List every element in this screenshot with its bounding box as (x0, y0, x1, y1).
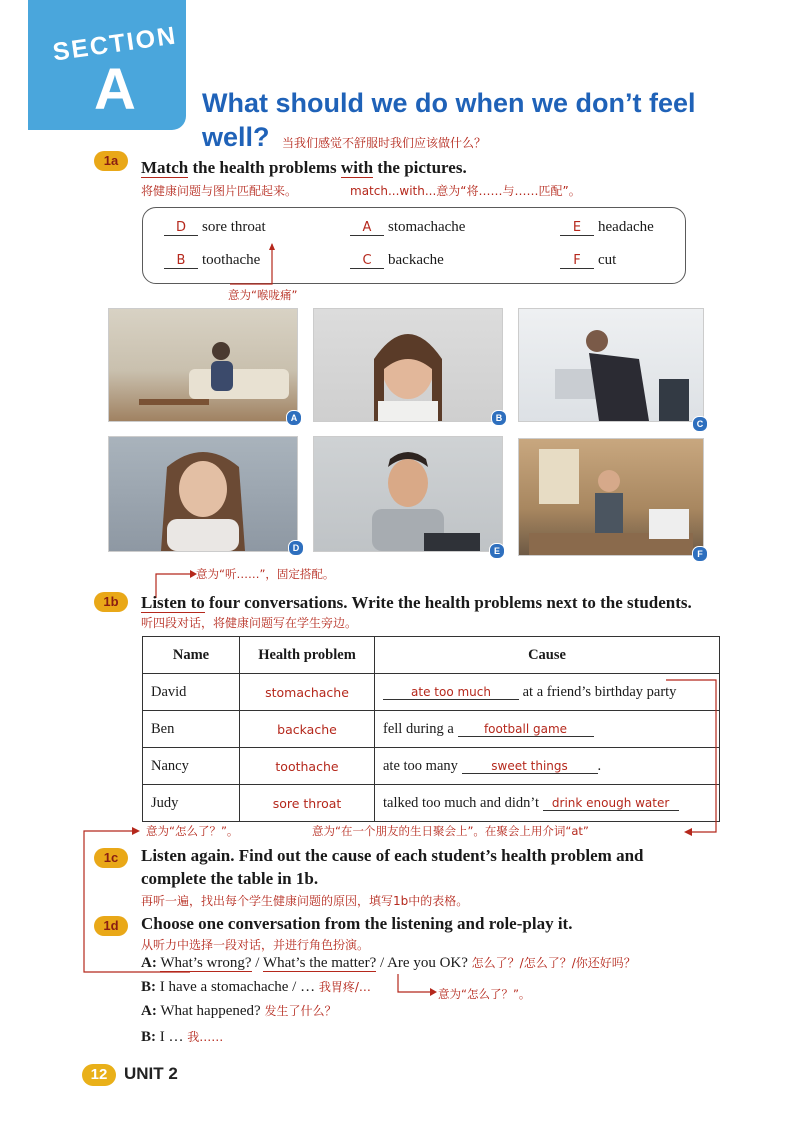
answer-blank[interactable]: D (164, 220, 198, 236)
cell-name: Ben (143, 711, 240, 748)
photo-a (108, 308, 298, 422)
dialogue-line-a1 (141, 954, 636, 972)
cause-blank[interactable]: drink enough water (543, 796, 679, 811)
note-birthday-party: 意为“在一个朋友的生日聚会上”。在聚会上用介词“at” (312, 824, 589, 838)
cause-blank[interactable]: ate too much (383, 685, 519, 700)
item-text: sore throat (202, 219, 266, 235)
photo-label-c: C (692, 416, 708, 432)
exercise-1c-translation: 再听一遍，找出每个学生健康问题的原因，填写1b中的表格。 (141, 894, 469, 908)
exercise-1d-number: 1d (94, 916, 128, 936)
photo-c-illustration (519, 309, 703, 421)
exercise-1b-translation: 听四段对话，将健康问题写在学生旁边。 (141, 616, 358, 630)
answer-blank[interactable]: A (350, 220, 384, 236)
header-name: Name (143, 637, 240, 674)
photo-e-illustration (314, 437, 502, 551)
photo-label-d: D (288, 540, 304, 556)
cause-post: . (597, 757, 602, 774)
photo-c (518, 308, 704, 422)
dialogue-text: I have a stomachache / … (159, 979, 316, 995)
note-whats-the-matter: 意为“怎么了？”。 (438, 987, 531, 1001)
exercise-1c-number: 1c (94, 848, 128, 868)
exercise-1a-instruction (141, 158, 467, 178)
exercise-1d-translation: 从听力中选择一段对话，并进行角色扮演。 (141, 938, 370, 952)
photo-d-illustration (109, 437, 297, 551)
cause-pre: fell during a (383, 720, 454, 737)
dialogue-text: What happened? (160, 1003, 261, 1019)
item-text: stomachache (388, 219, 466, 235)
keyword-match: Match (141, 158, 189, 177)
answer-blank[interactable]: E (560, 220, 594, 236)
match-item-backache (350, 252, 444, 269)
dialogue-text: I … (159, 1029, 184, 1045)
exercise-1d-instruction: Choose one conversation from the listening and role-play it. (141, 914, 573, 933)
dialogue-translation: 怎么了？/怎么了？/你还好吗？ (471, 956, 636, 970)
header-cause: Cause (375, 637, 720, 674)
page-number: 12 (82, 1064, 116, 1086)
section-letter: A (94, 57, 136, 122)
photo-f-illustration (519, 439, 703, 555)
match-item-headache (560, 219, 654, 236)
page-title-line2: well? (202, 122, 270, 152)
exercise-1a-number: 1a (94, 151, 128, 171)
speaker-a: A: (141, 955, 157, 971)
cause-blank[interactable]: sweet things (462, 759, 598, 774)
answer-blank[interactable]: C (350, 253, 384, 269)
photo-label-e: E (489, 543, 505, 559)
exercise-1c-line1: Listen again. Find out the cause of each student’s health problem and (141, 846, 644, 865)
keyword-with: with (340, 158, 374, 177)
dialogue-translation: 我胃疼/… (318, 980, 371, 994)
cause-post: at a friend’s birthday party (522, 683, 677, 700)
item-text: backache (388, 252, 444, 268)
speaker-a: A: (141, 1003, 157, 1019)
photo-label-a: A (286, 410, 302, 426)
cell-problem[interactable]: backache (240, 711, 375, 748)
photo-f (518, 438, 704, 556)
instruction-end: the pictures. (377, 158, 467, 177)
cause-pre: ate too many (383, 757, 458, 774)
phrase-whats-the-matter: What’s the matter? (262, 955, 377, 971)
match-item-cut (560, 252, 616, 269)
table-header-row (143, 637, 720, 674)
instruction-mid: the health problems (192, 158, 337, 177)
answer-blank[interactable]: B (164, 253, 198, 269)
page-title-line1: What should we do when we don’t feel (202, 88, 696, 118)
exercise-1b-instruction (141, 593, 692, 613)
phrase-whats-wrong: What’s wrong? (160, 955, 252, 971)
cell-problem[interactable]: sore throat (240, 785, 375, 822)
photo-d (108, 436, 298, 552)
photo-b-illustration (314, 309, 502, 421)
item-text: headache (598, 219, 654, 235)
annotation-arrow-sore (220, 240, 280, 290)
speaker-b: B: (141, 979, 156, 995)
cell-problem[interactable]: toothache (240, 748, 375, 785)
photo-e (313, 436, 503, 552)
note-whats-wrong: 意为“怎么了？”。 (146, 824, 239, 838)
phrase-are-you-ok: / Are you OK? (376, 955, 468, 971)
item-text: toothache (202, 252, 261, 268)
exercise-1a-note: match...with...意为“将……与……匹配”。 (350, 184, 581, 198)
photo-a-illustration (109, 309, 297, 421)
exercise-1b-number: 1b (94, 592, 128, 612)
exercise-1c-line2: complete the table in 1b. (141, 869, 319, 888)
dialogue-line-b1 (141, 978, 371, 996)
section-label: SECTION (51, 21, 179, 67)
keyword-listen-to: Listen to (141, 593, 205, 612)
answer-blank[interactable]: F (560, 253, 594, 269)
cell-name: David (143, 674, 240, 711)
photo-label-f: F (692, 546, 708, 562)
note-sore-throat: 意为“喉咙痛” (228, 288, 298, 302)
header-health-problem: Health problem (240, 637, 375, 674)
speaker-b: B: (141, 1029, 156, 1045)
item-text: cut (598, 252, 617, 268)
unit-label: UNIT 2 (124, 1064, 178, 1083)
dialogue-translation: 发生了什么？ (264, 1004, 337, 1018)
dialogue-line-a2 (141, 1002, 336, 1020)
cell-problem[interactable]: stomachache (240, 674, 375, 711)
photo-b (313, 308, 503, 422)
note-listen-to: 意为“听……”，固定搭配。 (196, 567, 335, 581)
cause-pre: talked too much and didn’t (383, 794, 539, 811)
cell-name: Nancy (143, 748, 240, 785)
annotation-arrow-matter (392, 972, 438, 1002)
cell-name: Judy (143, 785, 240, 822)
separator: / (251, 955, 263, 971)
cause-blank[interactable]: football game (458, 722, 594, 737)
page-title-translation: 当我们感觉不舒服时我们应该做什么？ (282, 136, 487, 150)
instruction-end: four conversations. Write the health problems next to the students. (209, 593, 692, 612)
dialogue-line-b2 (141, 1028, 223, 1046)
dialogue-translation: 我…… (187, 1030, 224, 1044)
photo-label-b: B (491, 410, 507, 426)
exercise-1a-translation: 将健康问题与图片匹配起来。 (141, 184, 298, 198)
match-item-sore-throat (164, 219, 266, 236)
match-item-stomachache (350, 219, 465, 236)
